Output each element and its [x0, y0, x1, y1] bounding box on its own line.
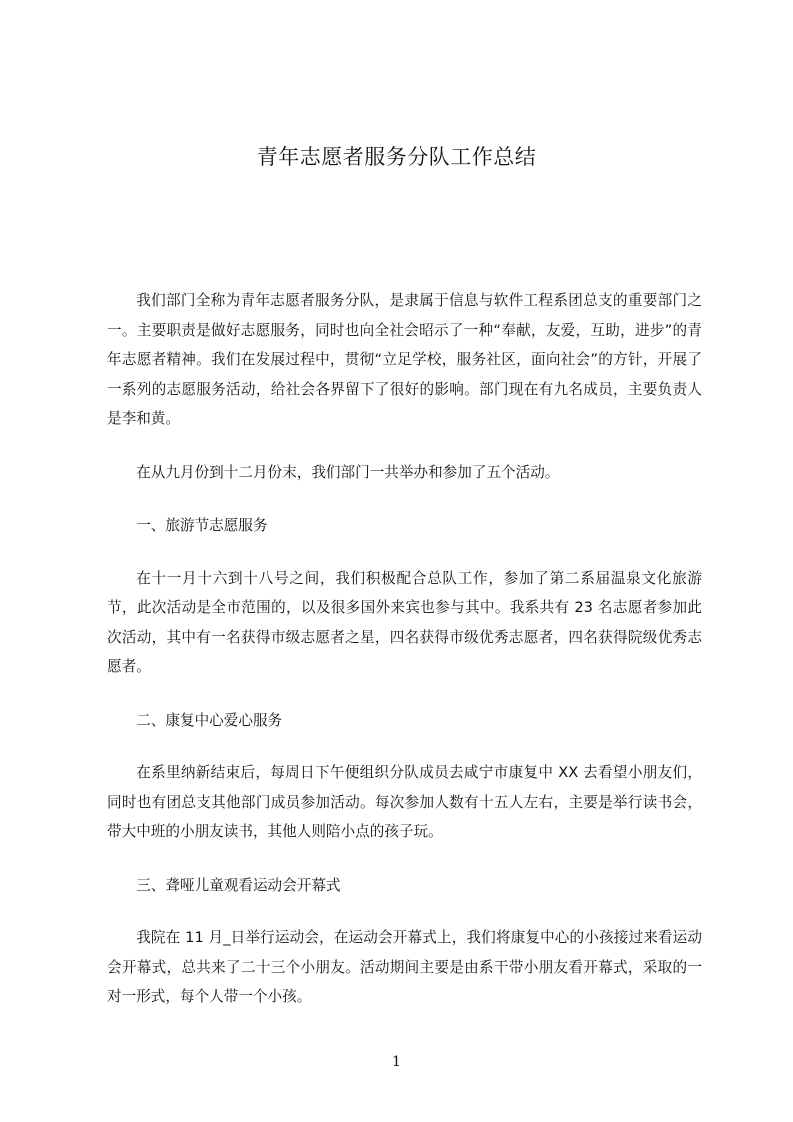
document-body	[107, 286, 702, 1036]
section-body-sports: 我院在 11 月_日举行运动会，在运动会开幕式上，我们将康复中心的小孩接过来看运动会开幕式，总共来了二十三个小朋友。活动期间主要是由系干带小朋友看开幕式，采取的一对一形式，每个人带一个小孩。	[107, 929, 702, 1005]
intro-paragraph: 我们部门全称为青年志愿者服务分队，是隶属于信息与软件工程系团总支的重要部门之一。主要职责是做好志愿服务，同时也向全社会昭示了一种“奉献，友爱，互助，进步”的青年志愿者精神。我们在发展过程中，贯彻“立足学校，服务社区，面向社会”的方针，开展了一系列的志愿服务活动，给社会各界留下了很好的影响。部门现在有九名成员，主要负责人是李和黄。	[107, 292, 702, 427]
section-body-tourism: 在十一月十六到十八号之间，我们积极配合总队工作，参加了第二系届温泉文化旅游节，此次活动是全市范围的，以及很多国外来宾也参与其中。我系共有 23 名志愿者参加此次活动，其中有一名获得市级志愿者之星，四名获得市级优秀志愿者，四名获得院级优秀志愿者。	[107, 569, 702, 675]
section-body-rehab: 在系里纳新结束后，每周日下午便组织分队成员去咸宁市康复中 XX 去看望小朋友们，同时也有团总支其他部门成员参加活动。每次参加人数有十五人左右，主要是举行读书会，带大中班的小朋友读书，其他人则陪小点的孩子玩。	[107, 764, 702, 840]
document-title: 青年志愿者服务分队工作总结	[256, 145, 537, 169]
section-heading-tourism: 一、旅游节志愿服务	[136, 517, 268, 534]
section-heading-rehab: 二、康复中心爱心服务	[136, 711, 283, 729]
summary-paragraph: 在从九月份到十二月份末，我们部门一共举办和参加了五个活动。	[136, 463, 560, 481]
section-heading-sports: 三、聋哑儿童观看运动会开幕式	[136, 876, 341, 894]
page-number: 1	[392, 1054, 401, 1070]
